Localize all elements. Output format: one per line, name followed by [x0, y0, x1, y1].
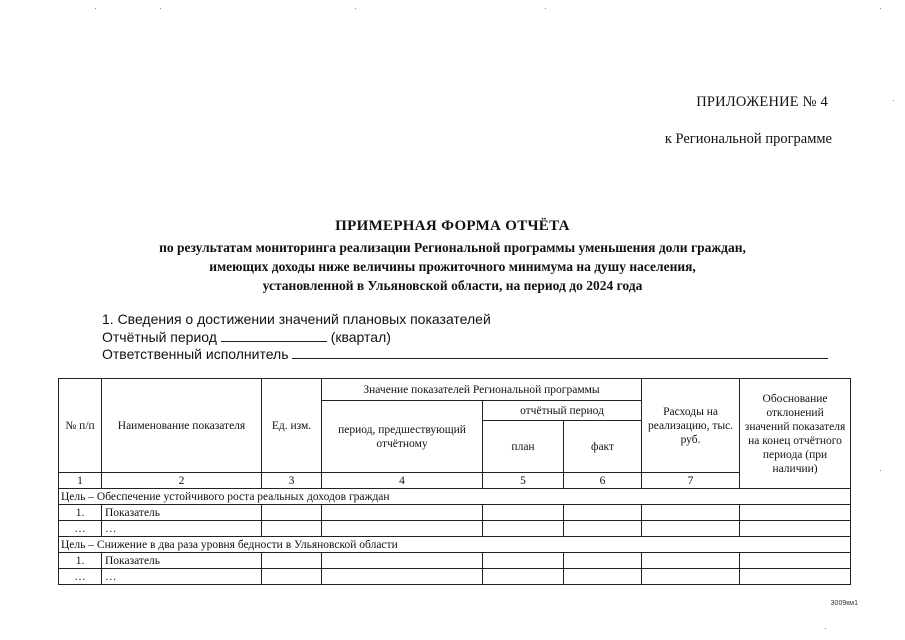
header-justification: Обоснование отклонений значений показателя на конец отчётного периода (при наличии) [740, 379, 851, 489]
cell-unit [262, 569, 322, 585]
executor-label: Ответственный исполнитель [102, 346, 289, 362]
reporting-period-suffix: (квартал) [330, 329, 391, 345]
header-unit: Ед. изм. [262, 379, 322, 473]
section-heading: 1. Сведения о достижении значений плановых показателей [102, 311, 491, 327]
indicator-name: Показатель [102, 505, 262, 521]
cell-expenses [642, 521, 740, 537]
goal-title: Цель – Обеспечение устойчивого роста реальных доходов граждан [59, 489, 851, 505]
header-plan: план [483, 421, 564, 473]
goal-row [59, 489, 851, 505]
report-title: ПРИМЕРНАЯ ФОРМА ОТЧЁТА [335, 218, 570, 234]
cell-prev [322, 569, 483, 585]
report-subtitle-line-2: имеющих доходы ниже величины прожиточного минимума на душу населения, [209, 259, 696, 274]
table-row [59, 569, 851, 585]
cell-prev [322, 521, 483, 537]
column-number-4: 4 [322, 473, 483, 489]
cell-justification [740, 521, 851, 537]
row-number: … [59, 569, 102, 585]
reporting-period-blank [221, 329, 327, 342]
column-number-6: 6 [564, 473, 642, 489]
executor-blank [292, 346, 828, 359]
indicator-name: … [102, 569, 262, 585]
cell-fact [564, 505, 642, 521]
header-report-period: отчётный период [483, 401, 642, 421]
cell-plan [483, 569, 564, 585]
cell-expenses [642, 569, 740, 585]
cell-justification [740, 553, 851, 569]
executor-line [102, 346, 828, 362]
column-number-5: 5 [483, 473, 564, 489]
cell-prev [322, 505, 483, 521]
scan-speck [825, 628, 826, 629]
program-reference: к Региональной программе [664, 131, 832, 147]
scan-speck [880, 470, 881, 471]
header-num: № п/п [59, 379, 102, 473]
row-number: 1. [59, 553, 102, 569]
header-expenses: Расходы на реализацию, тыс. руб. [642, 379, 740, 473]
scan-speck [880, 8, 881, 9]
scan-speck [893, 100, 894, 101]
cell-justification [740, 505, 851, 521]
scan-speck [95, 8, 96, 9]
scan-speck [160, 8, 161, 9]
reporting-period-label: Отчётный период [102, 329, 217, 345]
header-fact: факт [564, 421, 642, 473]
row-number: … [59, 521, 102, 537]
column-number-2: 2 [102, 473, 262, 489]
goal-row [59, 537, 851, 553]
reporting-period-line [102, 329, 391, 345]
cell-unit [262, 505, 322, 521]
scan-speck [545, 8, 546, 9]
column-number-7: 7 [642, 473, 740, 489]
report-subtitle-line-1: по результатам мониторинга реализации Региональной программы уменьшения доли граждан, [159, 240, 746, 255]
cell-plan [483, 505, 564, 521]
column-number-3: 3 [262, 473, 322, 489]
cell-expenses [642, 505, 740, 521]
indicators-table [58, 378, 851, 585]
cell-justification [740, 569, 851, 585]
header-values-group: Значение показателей Региональной программы [322, 379, 642, 401]
table-row [59, 553, 851, 569]
document-stamp: 3009км1 [830, 600, 858, 607]
cell-fact [564, 553, 642, 569]
indicator-name: Показатель [102, 553, 262, 569]
cell-plan [483, 553, 564, 569]
scan-speck [355, 8, 356, 9]
table-row [59, 521, 851, 537]
indicator-name: … [102, 521, 262, 537]
cell-prev [322, 553, 483, 569]
appendix-heading: ПРИЛОЖЕНИЕ № 4 [696, 94, 828, 110]
column-number-1: 1 [59, 473, 102, 489]
header-prev-period: период, предшествующий отчётному [322, 401, 483, 473]
row-number: 1. [59, 505, 102, 521]
report-title-block [0, 218, 905, 295]
header-name: Наименование показателя [102, 379, 262, 473]
cell-fact [564, 521, 642, 537]
table-row [59, 505, 851, 521]
cell-plan [483, 521, 564, 537]
report-subtitle-line-3: установленной в Ульяновской области, на период до 2024 года [262, 278, 643, 293]
cell-unit [262, 521, 322, 537]
cell-unit [262, 553, 322, 569]
cell-expenses [642, 553, 740, 569]
goal-title: Цель – Снижение в два раза уровня бедности в Ульяновской области [59, 537, 851, 553]
cell-fact [564, 569, 642, 585]
